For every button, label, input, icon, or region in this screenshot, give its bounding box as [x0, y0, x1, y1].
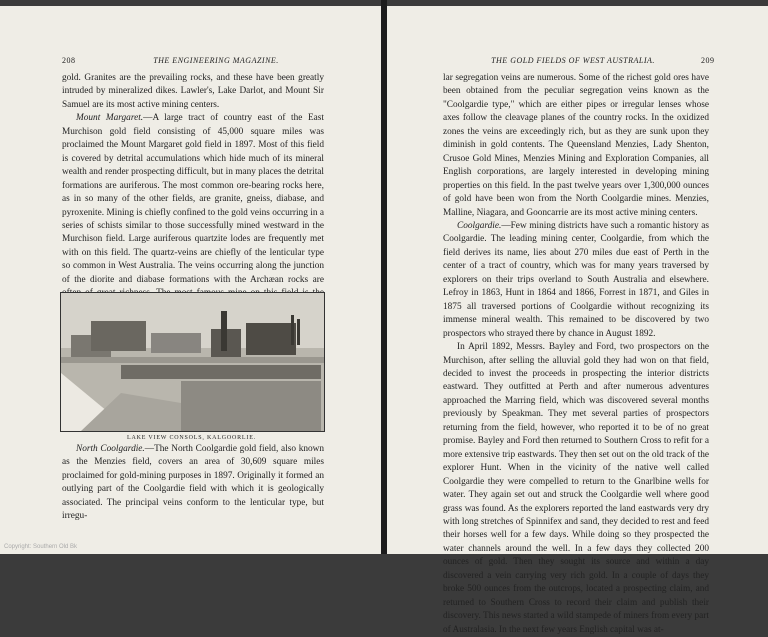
- paragraph: Mount Margaret.—A large tract of country east of the East Murchison gold field consisting of 45,000 square miles was proclaimed the Mount Margaret gold field in 1897. Most of this field is covered by detrital accumulations which hide much of its mineral wealth and render prospecting difficult, but in many places the detrital formations are auriferous. The most common ore-bearing rocks here, as in so many of the other fields, are granite, gneiss, diabase, and pyroxenite. Mining is chiefly confined to the gold veins occurring in a series of schists similar to those successfully mined westward in the Murchison field. Large auriferous quartzite lodes are frequently met with on this field. The quartz-veins are chiefly of the lenticular type so common in West Australia. The veins occurring along the junction of the diorite and diabase formations with the Archæan rocks are: [62, 113, 324, 285]
- copyright-stamp: Copyright: Southern Old Bk: [4, 544, 78, 550]
- right-body: [443, 72, 709, 637]
- section-heading: North Coolgardie.: [76, 444, 145, 454]
- paragraph: gold. Granites are the prevailing rocks, and these have been greatly intruded by mineralized dikes. Lawler's, Lake Darlot, and Mount Sir Samuel are its most active mining centers.: [62, 73, 324, 110]
- mine-photo-icon: [61, 293, 324, 431]
- section-heading: Mount Margaret.: [76, 113, 144, 124]
- left-body-bottom: [62, 443, 324, 524]
- paragraph: Coolgardie.—Few mining districts have such a romantic history as Coolgardie. The leading mining center, Coolgardie, from which the field derives its name, lies about 270 miles due east of Perth in the center of a tract of country, which was for many years traversed by explorers on their trips overland to South Australia and elsewhere. Lefroy in 1863, Hunt in 1864 and 1866, Forrest in 1871, and Giles in 1875 all traversed portions of Coolgardie without recognizing its immense mineral wealth. This remained to be discovered by two prospectors who strayed there by chance in August 1892.: [443, 220, 709, 339]
- left-page: [0, 6, 381, 554]
- page-number: 208: [62, 56, 76, 65]
- right-page: [387, 6, 768, 635]
- photo-caption: LAKE VIEW CONSOLS, KALGOORLIE.: [127, 435, 256, 441]
- running-title: THE GOLD FIELDS OF WEST AUSTRALIA.: [491, 56, 655, 65]
- paragraph: lar segregation veins are numerous. Some of the richest gold ores have been obtained from the peculiar segregation veins known as the "Coolgardie type," which are either pipes or irregular lenses whose axes follow the cleavage planes of the country rocks. In the oxidized zones the veins are exceedingly rich, but as they are sunk upon they diminish in gold contents. The Queensland Menzies, Lady Shenton, Crusoe Gold Mines, Menzies Mining and Exploration Companies, all English corporations, are largely interested in developing mining properties on this field. In the past twelve years over 1,300,000 ounces of gold have been won from the North Coolgardie mines. Menzies, Malline, Niagara, and Gooncarrie are its most active mining centers.: [443, 73, 709, 218]
- paragraph: In April 1892, Messrs. Bayley and Ford, two prospectors on the Murchison, after selling the alluvial gold they had won on that field, decided to invest the proceeds in prospecting the interior districts eastward. They outfitted at Perth and after numerous adventures approached the Marring field, which was discovered several months previously by Speakman. They met several parties of prospectors returning from the field, however, who reported it to be of no great promise. Bayley and Ford then returned to Southern Cross to refit for a more extensive trip eastwards. They then set out on the old track of the explorer Hunt. When in the vicinity of the native well called Coolgardie they were compelled to return to the Gnarlbine wells for water. They again set out and struck the Coolgardie well where good grass was found. As the explorers reported the land eastwards very dry with long stretches of Spinnifex and sand, they decided to rest and feed their horses well for a few days. While doing so they prospected the water channels around the well. In a few days they collected 200 ounces of gold. Then they sought its source and within a day discovered a vein carrying very rich gold. In a couple of days they broke 500 ounces from the outcrops, located a prospecting claim, and returned to Southern Cross to record their claim and publish their discovery. This news started a wild stampede of miners from every part of Australasia. In the next few years English capital was at-: [443, 342, 709, 635]
- section-heading: Coolgardie.: [457, 220, 502, 231]
- page-number: 209: [701, 56, 715, 65]
- running-title: THE ENGINEERING MAGAZINE.: [153, 56, 279, 65]
- photograph: [60, 292, 325, 432]
- paragraph: North Coolgardie.—The North Coolgardie gold field, also known as the Menzies field, covers an area of 30,609 square miles proclaimed for gold-mining purposes in 1897. Originally it formed an outlying part of the Coolgardie field with which it is geologically associated. The principal veins conform to the lenticular type, but irregu-: [62, 444, 325, 522]
